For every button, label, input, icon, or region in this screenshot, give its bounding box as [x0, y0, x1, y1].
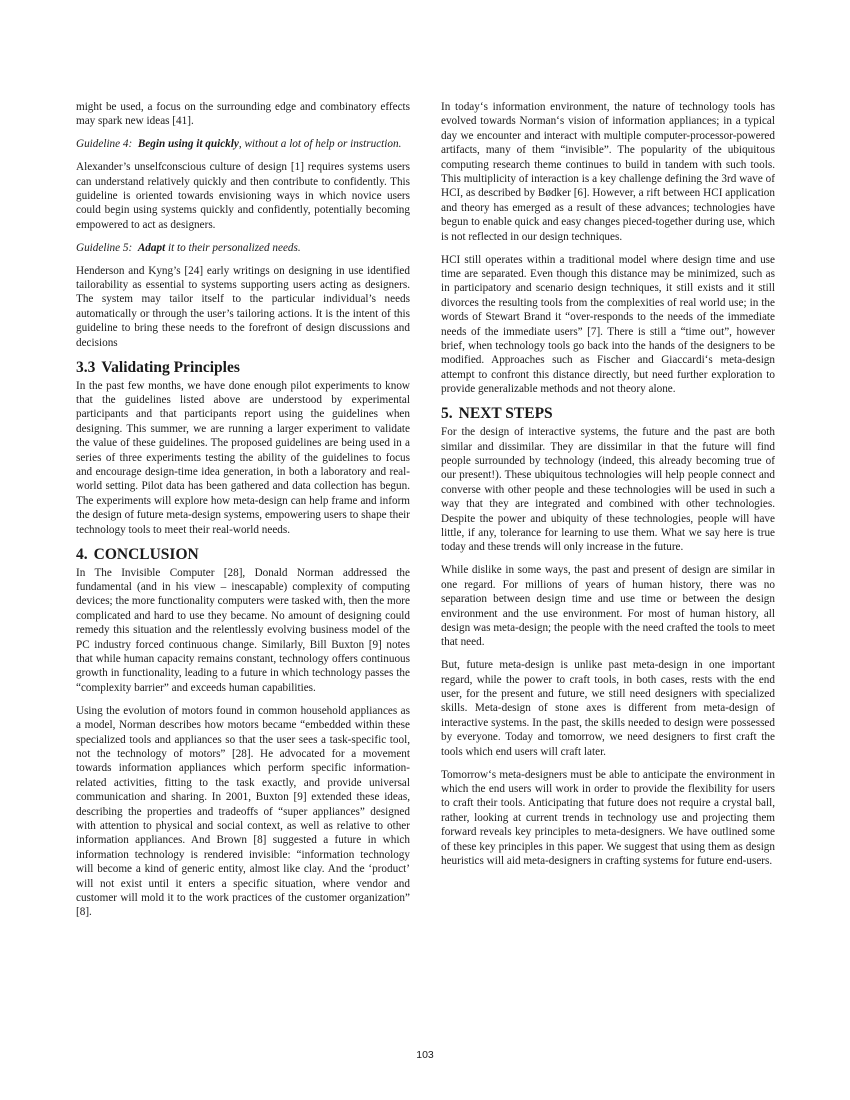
section-title: CONCLUSION: [93, 545, 199, 563]
section-heading-3-3: [76, 359, 410, 377]
guideline-4-rest: , without a lot of help or instruction.: [238, 138, 402, 151]
section-number: 4.: [76, 545, 88, 563]
paragraph-conclusion-2: Using the evolution of motors found in common household appliances as a model, Norman describes how motors became “embedded within these specialized tools and appliances so that the user sees a task-specific tool, not the technology of motors” [28]. He advocated for a movement towards information appliances which perform specific information-related activities, fitting to the task exactly, and provide universal communication and sharing. In 2001, Buxton [9] extended these ideas, describing the properties and tradeoffs of “super appliances” designed with attention to physical and social context, as well as relative to other information appliances. And Brown [8] suggested a future in which information technology is rendered invisible: “information technology will become a kind of generic entity, almost like clay. And the ‘product’ will not exist until it enters a specific situation, where vendor and customer will mold it to the work practices of the customer organization” [8].: [76, 704, 410, 919]
section-title: NEXT STEPS: [458, 405, 553, 423]
section-number: 5.: [441, 405, 453, 423]
section-heading-5: [441, 405, 775, 423]
paragraph-validating: In the past few months, we have done enough pilot experiments to know that the guidelines listed above are understood by experimental participants and that participants report using the guidelines when designing. This summer, we are running a larger experiment to validate the value of these guidelines. The proposed guidelines are being used in a series of three experiments testing the ability of the guidelines to focus and encourage design-time idea generation, in both a laboratory and real-world setting. Pilot data has been gathered and data collection has begun. The experiments will explore how meta-design can help frame and inform the design of future meta-design systems, empowering users to shape their technology tools to meet their real-world needs.: [76, 379, 410, 536]
paragraph-conclusion-1: In The Invisible Computer [28], Donald Norman addressed the fundamental (and in his view – inescapable) complexity of computing devices; the more functionality computers were tasked with, then the more complicated and hard to use they became. No amount of designing could remedy this situation and the relentlessly evolving business model of the PC industry forced continuous change. Similarly, Bill Buxton [9] notes that while human capacity remains constant, technology offers continuous growth in functionality, leading to a future in which technology passes the “complexity barrier” and exceeds human capabilities.: [76, 566, 410, 694]
guideline-5-emphasis: Adapt: [137, 241, 166, 254]
paragraph-next-2: While dislike in some ways, the past and present of design are similar in one regard. For millions of years of human history, there was no separation between design time and use time or between the design environment and the use environment. For most of human history, all design was meta-design; the people with the need crafted the tools to meet that need.: [441, 564, 775, 649]
paragraph-next-3: But, future meta-design is unlike past meta-design in one important regard, while the power to craft tools, in both cases, rests with the end user, for the present and future, we still need designers with specialized skills. Meta-design of stone axes is different from meta-design of interactive systems. In the past, the skills needed to design were possessed by everyone. Today and tomorrow, we need designers to first craft the tools which end users will craft later.: [441, 659, 775, 758]
guideline-5-prefix: Guideline 5:: [76, 241, 133, 254]
paragraph-alexander: Alexander’s unselfconscious culture of design [1] requires systems users can understand relatively quickly and then contribute to confidently. This guideline is oriented towards envisioning ways in which novice users could begin using systems quickly and confidently, potentially becoming empowered to act as designers.: [76, 161, 410, 231]
section-number: 3.3: [76, 358, 96, 376]
paragraph-intro: might be used, a focus on the surrounding edge and combinatory effects may spark new ideas [41].: [76, 101, 410, 128]
section-title: Validating Principles: [101, 358, 240, 376]
guideline-5: [76, 241, 410, 255]
guideline-4: [76, 137, 410, 151]
guideline-5-rest: it to their personalized needs.: [165, 241, 301, 254]
paragraph-next-4: Tomorrow‘s meta-designers must be able to anticipate the environment in which the end users will work in order to provide the flexibility for users to craft their tools. Anticipating that future does not require a crystal ball, rather, looking at current trends in technology use and projecting them forward reveals key principles to meta-designers. We have outlined some of these key principles in this paper. We suggest that using them as design heuristics will aid meta-designers in crafting systems for future end-users.: [441, 768, 775, 867]
right-column: [441, 100, 775, 877]
paragraph-hci: HCI still operates within a traditional model where design time and use time are separated. Even though this distance may be minimized, such as in participatory and scenario design techniques, it still exists and it still divorces the resulting tools from the complexities of real world use; in the words of Stewart Brand it “over-responds to the needs of the immediate needs of the immediate users” [7]. There is still a “time out”, however brief, when technology tools go back into the hands of the designers to be modified. Approaches such as Fischer and Giaccardi‘s meta-design attempt to confront this distance directly, but need further exploration to provide generalizable methods and not theory alone.: [441, 253, 775, 396]
guideline-4-emphasis: Begin using it quickly: [137, 138, 239, 151]
page-number: 103: [416, 1049, 434, 1061]
guideline-4-prefix: Guideline 4:: [76, 138, 133, 151]
paragraph-henderson: Henderson and Kyng’s [24] early writings on designing in use identified tailorability as essential to systems supporting users acting as designers. The system may tailor itself to the particular individual’s needs automatically or through the user’s tailoring actions. It is the intent of this guideline to bring these needs to the forefront of design discussions and decisions: [76, 264, 410, 349]
paragraph-next-1: For the design of interactive systems, the future and the past are both similar and dissimilar. They are dissimilar in that the future will find people surrounded by technology (indeed, this already becoming true of our present!). These ubiquitous technologies will help people connect and converse with other people and these technologies will be used in such a way that they are integrated and combined with other technologies. Despite the power and ubiquity of these technologies, people will have little, if any, tolerance for learning to use them. What we say here is true today and these trends will only increase in the future.: [441, 426, 775, 554]
left-column: [76, 100, 410, 928]
section-heading-4: [76, 546, 410, 564]
paragraph-today: In today‘s information environment, the nature of technology tools has evolved towards Norman‘s vision of information appliances; in a typical day we encounter and interact with multiple computer-processor-powered artifacts, many of them “invisible”. The popularity of the ubiquitous computing research theme continues to build in tandem with such tools. This multiplicity of interaction is a key challenge defining the 3rd wave of HCI, as described by Bødker [6]. However, a rift between HCI application and theory has emerged as a result of these advances; technologies have begun to enable quick and easy changes pieced-together during use, which is not reflected in our design techniques.: [441, 101, 775, 243]
